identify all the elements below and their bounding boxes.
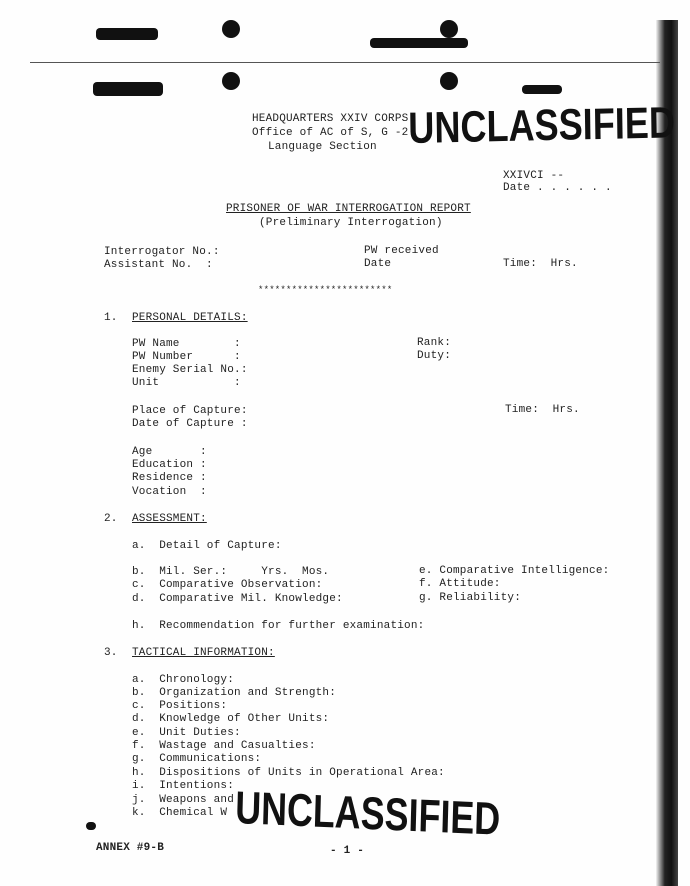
detail-of-capture-label: a. Detail of Capture: [132, 540, 282, 552]
tactical-item: a. Chronology: [132, 674, 235, 686]
ink-blot [86, 822, 96, 830]
scan-edge-shadow [656, 20, 678, 886]
report-title: PRISONER OF WAR INTERROGATION REPORT [226, 203, 471, 215]
capture-time-label: Time: Hrs. [505, 404, 580, 416]
punch-hole [440, 20, 458, 38]
section-2-number: 2. [104, 513, 118, 525]
punch-hole [222, 72, 240, 90]
asterisk-divider: ************************ [258, 285, 393, 295]
reference-date: Date . . . . . . [503, 182, 612, 194]
attitude-label: f. Attitude: [419, 578, 501, 590]
section-3-heading: TACTICAL INFORMATION: [132, 647, 275, 659]
header-line-2: Office of AC of S, G -2 [252, 127, 409, 139]
education-label: Education : [132, 459, 207, 471]
reliability-label: g. Reliability: [419, 592, 522, 604]
interrogator-label: Interrogator No.: [104, 246, 220, 258]
rank-label: Rank: [417, 337, 452, 349]
section-3-number: 3. [104, 647, 118, 659]
unclassified-stamp-bottom: UNCLASSIFIED [234, 780, 501, 845]
tactical-item: h. Dispositions of Units in Operational Area: [132, 767, 445, 779]
comparative-intelligence-label: e. Comparative Intelligence: [419, 565, 610, 577]
redaction-mark [93, 82, 163, 96]
mil-service-label: b. Mil. Ser.: Yrs. Mos. [132, 566, 330, 578]
header-line-3: Language Section [268, 141, 377, 153]
tactical-item: k. Chemical W [132, 807, 228, 819]
report-subtitle: (Preliminary Interrogation) [259, 217, 443, 229]
pw-received-label: PW received [364, 245, 439, 257]
pw-number-label: PW Number : [132, 351, 241, 363]
tactical-item: f. Wastage and Casualties: [132, 740, 316, 752]
received-time-label: Time: Hrs. [503, 258, 578, 270]
unit-label: Unit : [132, 377, 241, 389]
received-date-label: Date [364, 258, 392, 270]
reference-code: XXIVCI -- [503, 170, 565, 182]
tactical-item: e. Unit Duties: [132, 727, 241, 739]
unclassified-stamp-top: UNCLASSIFIED [408, 98, 676, 153]
enemy-serial-label: Enemy Serial No.: [132, 364, 248, 376]
duty-label: Duty: [417, 350, 452, 362]
tactical-item: c. Positions: [132, 700, 228, 712]
place-of-capture-label: Place of Capture: [132, 405, 248, 417]
date-of-capture-label: Date of Capture : [132, 418, 248, 430]
annex-label: ANNEX #9-B [96, 842, 165, 854]
page-number: - 1 - [330, 845, 365, 857]
vocation-label: Vocation : [132, 486, 207, 498]
tactical-item: i. Intentions: [132, 780, 235, 792]
section-1-heading: PERSONAL DETAILS: [132, 312, 248, 324]
header-line-1: HEADQUARTERS XXIV CORPS [252, 113, 409, 125]
punch-hole [222, 20, 240, 38]
tactical-item: j. Weapons and [132, 794, 235, 806]
tactical-item: g. Communications: [132, 753, 262, 765]
section-1-number: 1. [104, 312, 118, 324]
recommendation-label: h. Recommendation for further examination: [132, 620, 425, 632]
redaction-mark [370, 38, 468, 48]
comparative-observation-label: c. Comparative Observation: [132, 579, 323, 591]
tactical-item: b. Organization and Strength: [132, 687, 337, 699]
age-label: Age : [132, 446, 207, 458]
redaction-mark [96, 28, 158, 40]
assistant-label: Assistant No. : [104, 259, 213, 271]
section-2-heading: ASSESSMENT: [132, 513, 207, 525]
redaction-mark [522, 85, 562, 94]
punch-hole [440, 72, 458, 90]
tactical-item: d. Knowledge of Other Units: [132, 713, 330, 725]
residence-label: Residence : [132, 472, 207, 484]
scan-fold-line [30, 62, 660, 63]
comparative-knowledge-label: d. Comparative Mil. Knowledge: [132, 593, 343, 605]
pw-name-label: PW Name : [132, 338, 241, 350]
